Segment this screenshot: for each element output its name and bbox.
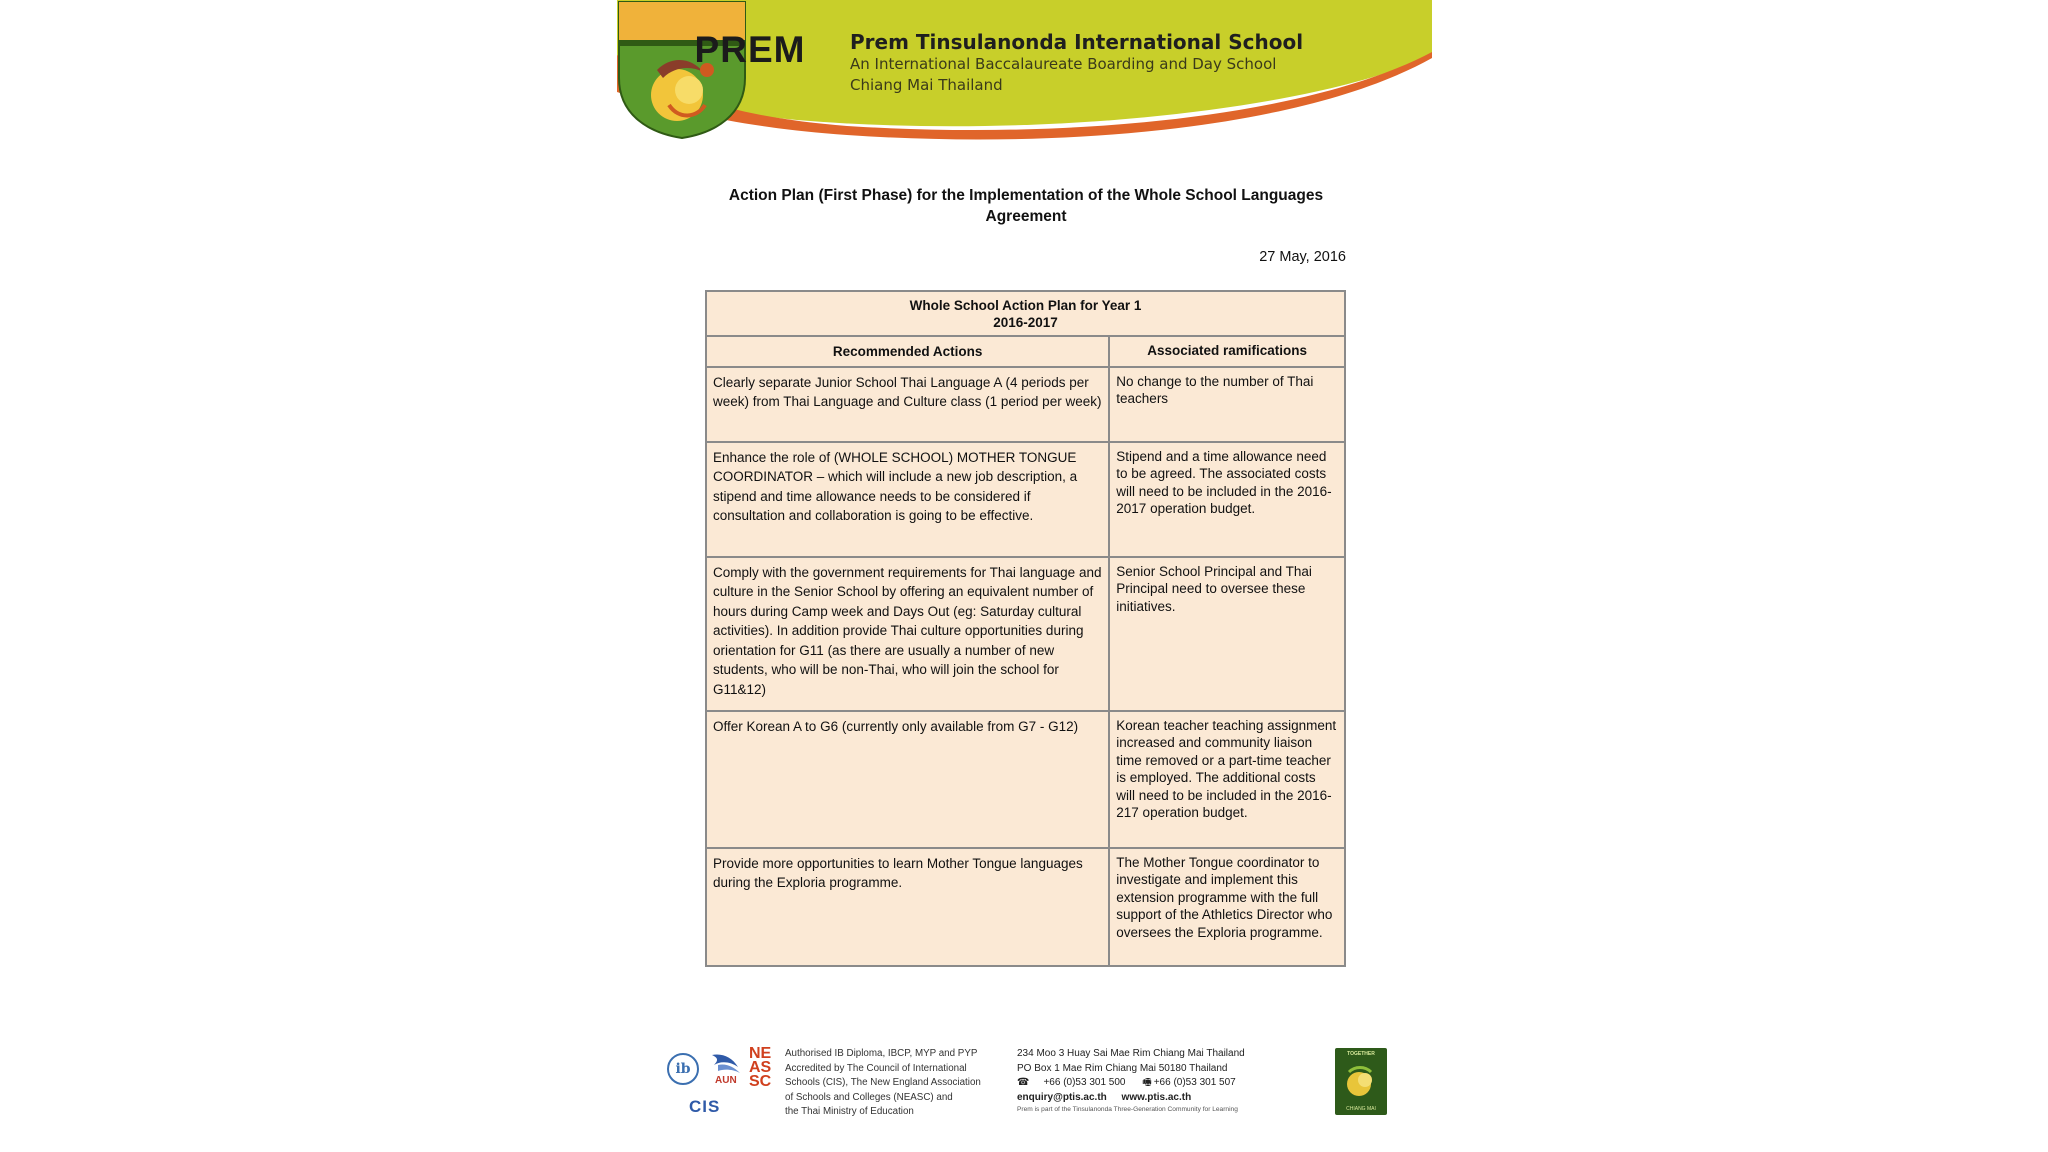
action-cell: Enhance the role of (WHOLE SCHOOL) MOTHER TONGUE COORDINATOR – which will include a new job description, a stipend and time allowance needs to be considered if consultation and collaboration is going to be effective. <box>706 442 1109 557</box>
accreditation-line: the Thai Ministry of Education <box>785 1106 914 1117</box>
badge-top-label: TOGETHER <box>1347 1051 1375 1057</box>
table-caption <box>706 291 1345 336</box>
badge-emblem-icon <box>1335 1048 1387 1115</box>
crest-wordmark: PREM <box>694 29 806 70</box>
letterhead-footer <box>667 1043 1387 1123</box>
accreditation-logos <box>667 1047 777 1117</box>
column-header-ramifications: Associated ramifications <box>1109 336 1345 367</box>
column-header-actions: Recommended Actions <box>706 336 1109 367</box>
ramification-cell: Stipend and a time allowance need to be agreed. The associated costs will need to be included in the 2016-2017 operation budget. <box>1109 442 1345 557</box>
phone-icon: ☎ <box>1017 1077 1030 1088</box>
ramification-cell: Korean teacher teaching assignment increased and community liaison time removed or a part-time teacher is employed. The additional costs will need to be included in the 2016-217 operation budget. <box>1109 711 1345 848</box>
school-name: Prem Tinsulanonda International School <box>850 30 1304 54</box>
accreditation-text <box>785 1047 1005 1120</box>
fax-number: +66 (0)53 301 507 <box>1153 1077 1236 1088</box>
web-row <box>1017 1091 1317 1106</box>
ramification-cell: No change to the number of Thai teachers <box>1109 367 1345 442</box>
school-subtitle: An International Baccalaureate Boarding and Day School <box>850 55 1277 73</box>
accreditation-line: Schools (CIS), The New England Association <box>785 1077 981 1088</box>
table-row <box>706 442 1345 557</box>
table-row <box>706 848 1345 966</box>
accreditation-line: of Schools and Colleges (NEASC) and <box>785 1091 953 1103</box>
table-row <box>706 557 1345 711</box>
document-title: Action Plan (First Phase) for the Implementation of the Whole School Languages Agreement <box>728 187 1324 225</box>
document-page <box>617 0 1432 1152</box>
accreditation-line: Authorised IB Diploma, IBCP, MYP and PYP <box>785 1048 978 1059</box>
action-plan-table <box>705 290 1346 967</box>
table-row <box>706 367 1345 442</box>
action-cell: Clearly separate Junior School Thai Language A (4 periods per week) from Thai Language and Culture class (1 period per week) <box>706 367 1109 442</box>
school-identity <box>850 30 1370 96</box>
accreditation-line: Accredited by The Council of International <box>785 1062 967 1074</box>
fax-icon: 🖷 <box>1142 1077 1152 1088</box>
ramification-cell: The Mother Tongue coordinator to investigate and implement this extension programme with the full support of the Athletics Director who oversees the Exploria programme. <box>1109 848 1345 966</box>
wing-logo-label: AUN <box>715 1075 737 1086</box>
community-badge-icon <box>1335 1048 1387 1115</box>
school-crest-icon <box>617 0 747 140</box>
letterhead <box>617 0 1432 175</box>
table-row <box>706 711 1345 848</box>
badge-bottom-label: CHIANG MAI <box>1346 1106 1376 1112</box>
action-cell: Offer Korean A to G6 (currently only available from G7 - G12) <box>706 711 1109 848</box>
contact-block <box>1017 1047 1317 1115</box>
table-caption-title: Whole School Action Plan for Year 1 <box>909 298 1142 313</box>
community-tagline: Prem is part of the Tinsulanonda Three-Generation Community for Learning <box>1017 1106 1238 1113</box>
table-caption-row <box>706 291 1345 336</box>
document-date: 27 May, 2016 <box>1259 249 1346 265</box>
table-caption-year: 2016-2017 <box>993 315 1058 330</box>
address-line: 234 Moo 3 Huay Sai Mae Rim Chiang Mai Thailand <box>1017 1048 1245 1059</box>
neasc-logo-icon: NE AS SC <box>749 1045 772 1090</box>
phone-row <box>1017 1076 1317 1091</box>
action-cell: Comply with the government requirements for Thai language and culture in the Senior School by offering an equivalent number of hours during Camp week and Days Out (eg: Saturday cultural activities). In addition provide Thai culture opportunities during orientation for G11 (as there are usually a number of new students, who will be non-Thai, who will join the school for G11&12) <box>706 557 1109 711</box>
website-link[interactable]: www.ptis.ac.th <box>1121 1091 1192 1103</box>
ib-logo-icon: ib <box>667 1053 699 1085</box>
email-link[interactable]: enquiry@ptis.ac.th <box>1017 1091 1107 1103</box>
ramification-cell: Senior School Principal and Thai Principal need to oversee these initiatives. <box>1109 557 1345 711</box>
phone-number: +66 (0)53 301 500 <box>1043 1077 1126 1088</box>
table-header-row <box>706 336 1345 367</box>
action-cell: Provide more opportunities to learn Mother Tongue languages during the Exploria programme. <box>706 848 1109 966</box>
address-line: PO Box 1 Mae Rim Chiang Mai 50180 Thailand <box>1017 1062 1228 1074</box>
school-location: Chiang Mai Thailand <box>850 76 1003 94</box>
wing-logo-icon <box>710 1051 744 1075</box>
cis-logo-icon: CIS <box>689 1097 721 1116</box>
